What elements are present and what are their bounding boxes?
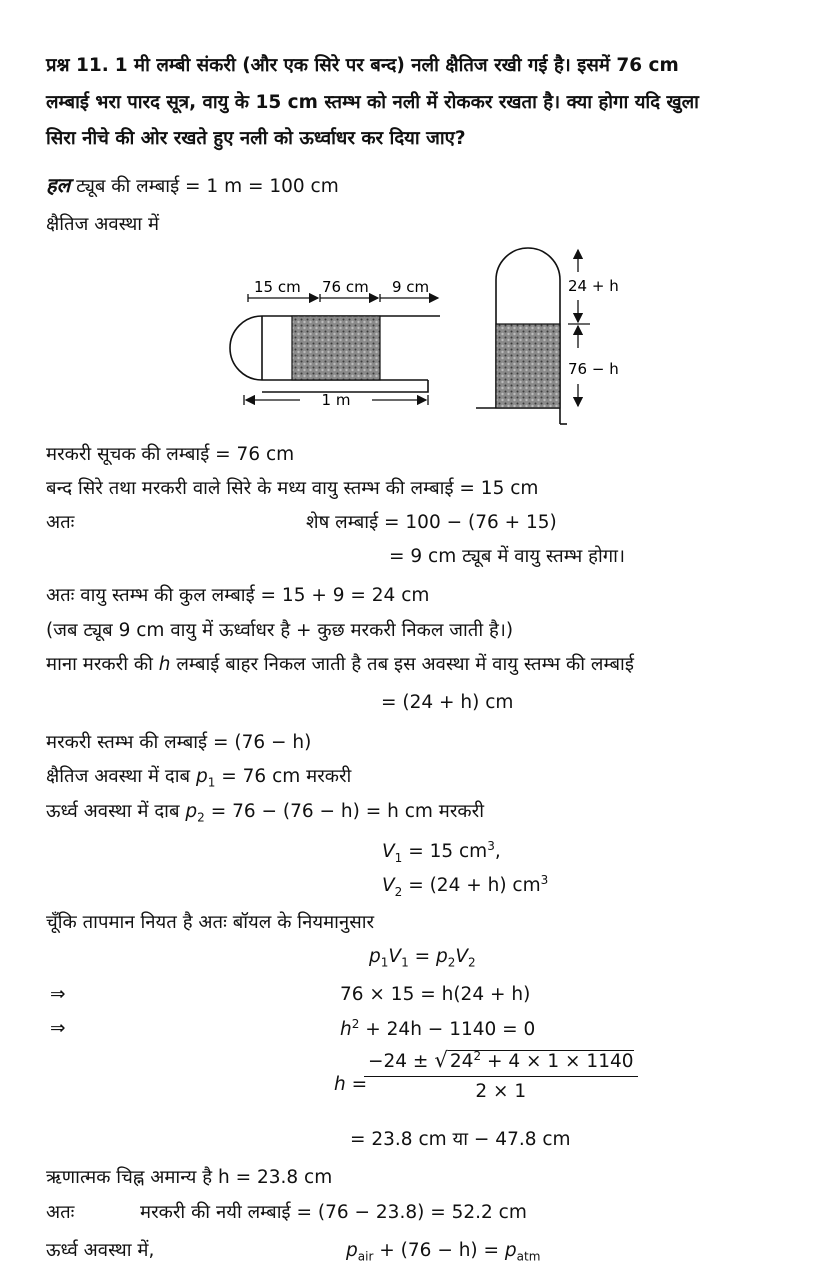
vertical-pressure: ऊर्ध्व अवस्था में दाब $p_2 = 76 - (76 - h) = h$ cm मरकरी bbox=[46, 801, 484, 825]
boyle-line: चूँकि तापमान नियत है अतः बॉयल के नियमानुसार bbox=[46, 912, 375, 933]
air-column-expression: = (24 + h) cm bbox=[381, 692, 514, 713]
assume-line: माना मरकरी की h लम्बाई बाहर निकल जाती है तब इस अवस्था में वायु स्तम्भ की लम्बाई bbox=[46, 654, 634, 675]
total-length-label: 1 m bbox=[321, 391, 351, 409]
v2-line: $V_2 = (24 + h)$ $cm^3$ bbox=[382, 873, 549, 899]
mid-label-76-h: 76 − h bbox=[568, 360, 619, 378]
question-line-3: सिरा नीचे की ओर रखते हुए नली को ऊर्ध्वाधर कर दिया जाए? bbox=[46, 128, 466, 149]
horizontal-pressure: क्षैतिज अवस्था में दाब $p_1 = 76$ cm मरकरी bbox=[46, 766, 352, 790]
h-values: = 23.8 cm या − 47.8 cm bbox=[350, 1129, 571, 1150]
implies-arrow-2: ⇒ bbox=[50, 1018, 66, 1039]
quadratic-formula: $\frac{-24 \pm √ 24^2 + 4 \times 1 \times 1140}{2 \times 1}$ bbox=[364, 1048, 638, 1102]
horizontal-state: क्षैतिज अवस्था में bbox=[46, 214, 160, 235]
question-line-2: लम्बाई भरा पारद सूत्र, वायु के 15 cm स्तम्भ को नली में रोककर रखता है। क्या होगा यदि खुला bbox=[46, 92, 699, 113]
hence-label: अतः bbox=[46, 512, 75, 533]
air-column-length: बन्द सिरे तथा मरकरी वाले सिरे के मध्य वायु स्तम्भ की लम्बाई = 15 cm bbox=[46, 478, 539, 499]
note-line: (जब ट्यूब 9 cm वायु में ऊर्ध्वाधर है + कुछ मरकरी निकल जाती है।) bbox=[46, 620, 514, 641]
question-label: प्रश्न 11. bbox=[46, 55, 109, 76]
segment-label-76: 76 cm bbox=[322, 278, 369, 296]
implies-arrow-1: ⇒ bbox=[50, 984, 66, 1005]
negative-rejected: ऋणात्मक चिह्न अमान्य है h = 23.8 cm bbox=[46, 1167, 333, 1188]
quadratic-equation: $h^2 + 24h - 1140 = 0$ bbox=[340, 1017, 536, 1041]
v1-line: $V_1 = 15$ $cm^3$, bbox=[382, 839, 501, 865]
pressure-balance: $p_{air} + (76 - h) = p_{atm}$ bbox=[346, 1240, 541, 1264]
vertical-mercury-column bbox=[496, 324, 560, 408]
mercury-column-expression: मरकरी स्तम्भ की लम्बाई = (76 − h) bbox=[46, 732, 312, 753]
mercury-length: मरकरी सूचक की लम्बाई = 76 cm bbox=[46, 444, 295, 465]
h-equals: h = bbox=[334, 1074, 368, 1095]
vertical-state-label: ऊर्ध्व अवस्था में, bbox=[46, 1240, 155, 1261]
segment-label-9: 9 cm bbox=[392, 278, 430, 296]
formula-denominator: 2 × 1 bbox=[475, 1081, 527, 1102]
tube-diagram bbox=[0, 0, 835, 440]
hence-label-2: अतः bbox=[46, 1202, 75, 1223]
segment-label-15: 15 cm bbox=[254, 278, 301, 296]
horizontal-mercury-column bbox=[292, 316, 380, 380]
total-air-column: अतः वायु स्तम्भ की कुल लम्बाई = 15 + 9 = 24 cm bbox=[46, 585, 430, 606]
tube-length: ट्यूब की लम्बाई = 1 m = 100 cm bbox=[76, 176, 339, 197]
new-mercury-length: मरकरी की नयी लम्बाई = (76 − 23.8) = 52.2 cm bbox=[140, 1202, 527, 1223]
solution-label: हल bbox=[46, 173, 71, 197]
remaining-result: = 9 cm ट्यूब में वायु स्तम्भ होगा। bbox=[389, 546, 625, 567]
substitution-line: 76 × 15 = h(24 + h) bbox=[340, 984, 531, 1005]
question-text-1: 1 मी लम्बी संकरी (और एक सिरे पर बन्द) नली क्षैतिज रखी गई है। इसमें 76 cm bbox=[114, 55, 679, 76]
right-dimension bbox=[568, 250, 590, 406]
top-label-24-h: 24 + h bbox=[568, 277, 619, 295]
boyle-equation: $p_1V_1 = p_2V_2$ bbox=[369, 946, 476, 970]
remaining-length: शेष लम्बाई = 100 − (76 + 15) bbox=[306, 512, 557, 533]
